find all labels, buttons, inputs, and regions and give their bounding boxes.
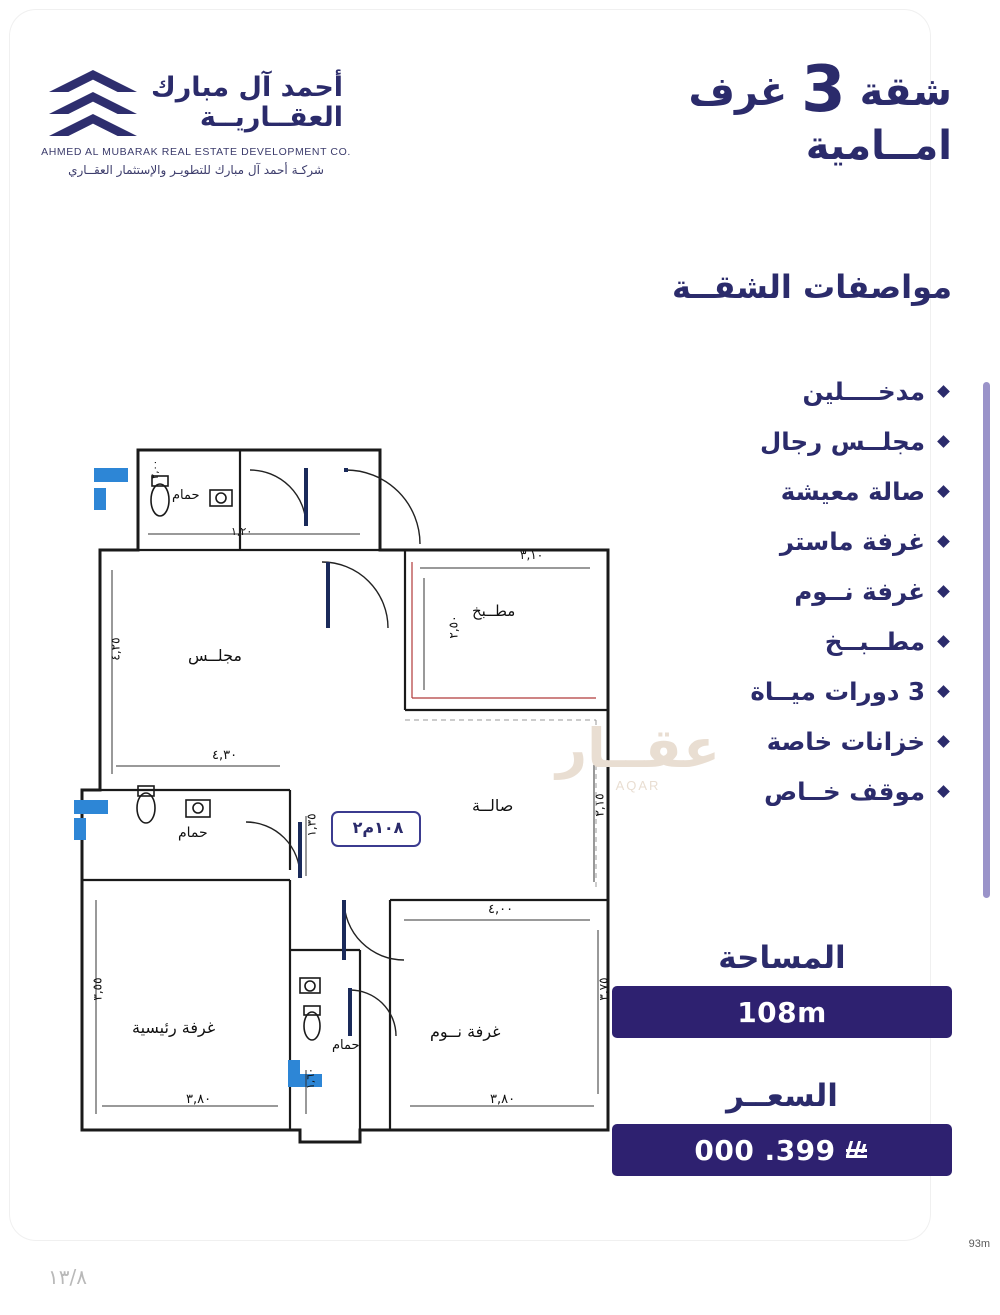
diamond-bullet-icon bbox=[937, 585, 950, 598]
spec-label: خزانات خاصة bbox=[766, 726, 925, 756]
dim-kitchen-height: ٢,٥٠ bbox=[446, 615, 461, 639]
spec-item-bathrooms bbox=[612, 666, 952, 716]
area-value-chip bbox=[612, 986, 952, 1038]
diamond-bullet-icon bbox=[937, 685, 950, 698]
area-block bbox=[612, 940, 952, 1038]
dim-majlis-width: ٤,٣٠ bbox=[212, 748, 238, 763]
room-label-bedroom: غرفة نــوم bbox=[430, 1022, 501, 1041]
title-line-1 bbox=[622, 53, 952, 127]
floorplan bbox=[60, 430, 660, 1170]
dim-hall-height: ٢,١٥ bbox=[592, 793, 607, 817]
dim-bath-low-width: ١,٦٠ bbox=[304, 1067, 318, 1090]
fixture-bath-top bbox=[94, 468, 128, 482]
brand-logo-row bbox=[26, 70, 366, 136]
spec-label: صالة معيشة bbox=[780, 476, 925, 506]
saudi-riyal-icon bbox=[846, 1138, 870, 1162]
spec-label: 3 دورات ميــاة bbox=[750, 676, 925, 706]
dim-hall-width: ٤,٠٠ bbox=[488, 902, 514, 917]
diamond-bullet-icon bbox=[937, 785, 950, 798]
dim-bath-top-width: ١,٢٠ bbox=[231, 525, 253, 538]
dim-master-width: ٣,٨٠ bbox=[186, 1092, 212, 1107]
spec-item-mens-majlis bbox=[612, 416, 952, 466]
floorplan-drawing bbox=[60, 430, 660, 1170]
diamond-bullet-icon bbox=[937, 385, 950, 398]
area-value: 108m bbox=[737, 995, 827, 1029]
spec-item-entrances bbox=[612, 366, 952, 416]
title-word-apartment: شقة bbox=[859, 69, 952, 115]
dim-kitchen-width: ٣,١٠ bbox=[520, 548, 544, 562]
chevron-icon bbox=[49, 92, 137, 114]
diamond-bullet-icon bbox=[937, 735, 950, 748]
room-label-hall: صالــة bbox=[472, 796, 514, 815]
dim-master-height: ٣,٥٥ bbox=[90, 977, 105, 1001]
spec-item-private-parking bbox=[612, 766, 952, 816]
spec-label: مدخــــلين bbox=[802, 376, 925, 406]
diamond-bullet-icon bbox=[937, 635, 950, 648]
dim-majlis-height: ٤,٢٥ bbox=[108, 637, 123, 661]
brand-name-english: AHMED AL MUBARAK REAL ESTATE DEVELOPMENT CO. bbox=[41, 146, 351, 158]
specs-heading: مواصفات الشقــة bbox=[672, 268, 952, 306]
specs-list bbox=[612, 366, 952, 816]
spec-label: غرفة نــوم bbox=[794, 576, 925, 606]
room-label-bath-top: حمام bbox=[172, 488, 200, 503]
brand-subtitle-arabic: شركـة أحمد آل مبارك للتطويـر والإستثمار العقــاري bbox=[68, 163, 324, 177]
brand-name-line1: أحمد آل مبارك bbox=[150, 71, 344, 103]
watermark-line2: AQAR bbox=[615, 778, 661, 793]
spec-item-bedroom bbox=[612, 566, 952, 616]
floorplan-area-badge: ١٠٨م٢ bbox=[352, 818, 404, 837]
spec-item-kitchen bbox=[612, 616, 952, 666]
title-word-rooms: غرف bbox=[688, 69, 788, 115]
brand-name-arabic bbox=[151, 73, 343, 133]
spec-label: مجلــس رجال bbox=[760, 426, 925, 456]
price-value: 399. 000 bbox=[694, 1133, 836, 1167]
spec-label: غرفة ماستر bbox=[779, 526, 925, 556]
spec-label: موقف خــاص bbox=[764, 776, 925, 806]
spec-item-private-closets bbox=[612, 716, 952, 766]
price-label: السعــر bbox=[726, 1078, 838, 1114]
room-label-bath-low: حمام bbox=[332, 1038, 360, 1053]
room-label-master: غرفة رئيسية bbox=[132, 1018, 216, 1037]
dim-bedroom-width: ٣,٨٠ bbox=[490, 1092, 516, 1107]
watermark-line1: عقــار bbox=[555, 717, 721, 780]
title-room-count: 3 bbox=[801, 53, 846, 127]
chevron-stack-logo-icon bbox=[49, 70, 137, 136]
diamond-bullet-icon bbox=[937, 485, 950, 498]
specs-side-rail bbox=[983, 382, 990, 898]
price-block bbox=[612, 1078, 952, 1176]
spec-label: مطــبــخ bbox=[824, 626, 925, 656]
chevron-icon bbox=[49, 114, 137, 136]
diamond-bullet-icon bbox=[937, 435, 950, 448]
corner-note: 93m bbox=[968, 1238, 990, 1250]
dim-bath-top-height: ٢,٠٠ bbox=[150, 459, 162, 480]
page-title bbox=[622, 53, 952, 169]
room-label-kitchen: مطــبخ bbox=[472, 602, 516, 620]
brand-name-line2: العقــاريــة bbox=[199, 102, 344, 133]
diamond-bullet-icon bbox=[937, 535, 950, 548]
spec-item-living-hall bbox=[612, 466, 952, 516]
room-label-majlis: مجلــس bbox=[188, 646, 242, 665]
price-value-chip bbox=[612, 1124, 952, 1176]
brand-logo-block bbox=[26, 70, 366, 177]
title-line-2: امــامية bbox=[805, 122, 952, 169]
area-label: المساحة bbox=[718, 940, 846, 976]
room-label-bath-mid: حمام bbox=[178, 825, 208, 841]
dim-bedroom-height: ٣,٧٥ bbox=[596, 977, 611, 1001]
chevron-icon bbox=[49, 70, 137, 92]
spec-item-master-room bbox=[612, 516, 952, 566]
page-number: ١٣/٨ bbox=[48, 1265, 87, 1289]
dim-bath-mid-height: ١,٣٥ bbox=[304, 813, 319, 837]
